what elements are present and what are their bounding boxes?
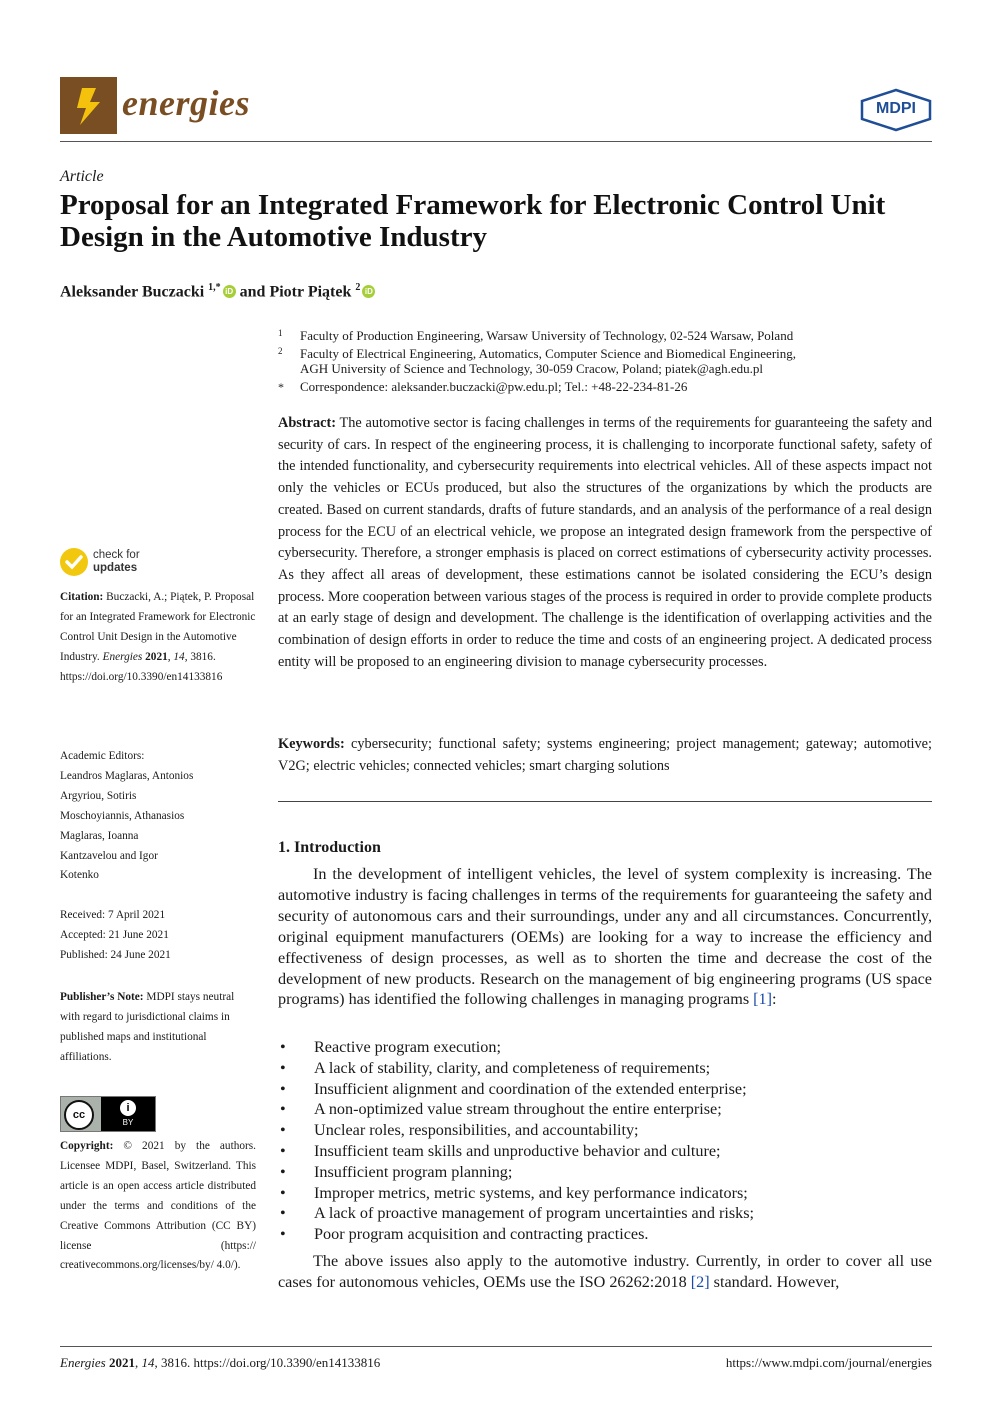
lightning-icon: [60, 77, 117, 134]
paragraph-text: In the development of intelligent vehicles, the level of system complexity is increasing. The automotive industry is facing challenges in terms of the requirements for guaranteeing the safety and security of autonomous cars and their surroundings, under any and all circumstances. Concurrently, original equipment manufacturers (OEMs) are looking for a way to increase the efficiency and effectiveness of design processes, as well as to shorten the time and decrease the cost of the development of new products. Research on the management of big engineering programs (US space programs) has identified the following challenges in managing programs: [278, 865, 932, 1009]
bullet-icon: •: [280, 1058, 286, 1077]
author-name[interactable]: Aleksander Buczacki: [60, 283, 205, 301]
cc-by-license-badge[interactable]: [60, 1096, 156, 1132]
list-item: [278, 1120, 932, 1141]
list-item-text: A lack of stability, clarity, and completeness of requirements;: [314, 1058, 711, 1077]
bullet-icon: •: [280, 1121, 286, 1140]
received-date: Received: 7 April 2021: [60, 909, 166, 921]
list-item: [278, 1141, 932, 1162]
orcid-icon[interactable]: iD: [362, 285, 375, 298]
list-item-text: Insufficient program planning;: [314, 1162, 513, 1181]
footer-doi[interactable]: , 3816. https://doi.org/10.3390/en14133816: [154, 1355, 381, 1370]
list-item: [278, 1037, 932, 1058]
affiliation-number: 2: [278, 346, 283, 356]
published-date: Published: 24 June 2021: [60, 948, 171, 961]
bullet-icon: •: [280, 1141, 286, 1160]
affiliation-text: Faculty of Production Engineering, Warsaw University of Technology, 02-524 Warsaw, Poland: [300, 328, 794, 343]
mdpi-logo[interactable]: [860, 88, 932, 132]
check-updates-label: [93, 549, 140, 575]
list-item-text: Unclear roles, responsibilities, and accountability;: [314, 1121, 639, 1140]
section-heading: 1. Introduction: [278, 839, 381, 856]
author-list: [60, 282, 375, 301]
footer-divider: [60, 1346, 932, 1347]
list-item-text: Poor program acquisition and contracting practices.: [314, 1225, 649, 1244]
copyright-text: © 2021 by the authors. Licensee MDPI, Basel, Switzerland. This article is an open access article distributed under the terms and conditions of the Creative Commons Attribution (CC BY) license (https:// creativecommons.org/licenses/by/ 4.0/).: [60, 1140, 256, 1272]
footer-year: 2021: [108, 1355, 135, 1370]
citation-block: Citation: Buczacki, A.; Piątek, P. Proposal for an Integrated Framework for Electronic Control Unit Design in the Automotive Industry. Energies 2021, 14, 3816. https://doi.org/10.3390/en14133816: [60, 591, 256, 683]
list-item-text: Improper metrics, metric systems, and key performance indicators;: [314, 1183, 748, 1202]
creative-commons-icon: cc: [64, 1100, 94, 1130]
abstract-label: Abstract:: [278, 415, 336, 431]
citation-journal: Energies: [102, 650, 143, 663]
intro-paragraph-1: [278, 864, 932, 1010]
academic-editors: [60, 747, 195, 886]
list-item: [278, 1162, 932, 1183]
copyright-label: Copyright:: [60, 1140, 114, 1152]
orcid-icon[interactable]: iD: [223, 285, 236, 298]
article-type: Article: [60, 168, 104, 185]
abstract-divider: [278, 801, 932, 802]
check-updates-line1: check for: [93, 549, 140, 561]
person-icon: i: [120, 1100, 136, 1116]
dates-block: [60, 906, 258, 966]
abstract-text: The automotive sector is facing challenges in terms of the requirements for guaranteeing the safety and security of cars. In respect of the engineering process, it is challenging to incorporate functional safety, safety of the intended functionality, and cybersecurity requirements into electrical vehicles. All of these aspects impact not only the vehicles or ECUs produced, but also the structures of the organizations by which the products are created. Based on current standards, drafts of future standards, and an analysis of the performance of a real design process for the ECU of an electrical vehicle, we propose an integrated design framework from the perspective of cybersecurity. Therefore, a stronger emphasis is placed on correct estimations of cybersecurity activity processes. As they affect all areas of development, these estimations cannot be isolated considering the ECU’s design process. More cooperation between various stages of the process is required in order to provide complete products at an early stage of design and development. The challenge is the identification of overlapping activities and the combination of design efforts in order to reduce the time and costs of an engineering project. A dedicated process entity will be proposed to an engineering division to manage cybersecurity processes.: [278, 415, 932, 670]
challenge-list: [278, 1037, 932, 1245]
accepted-date: Accepted: 21 June 2021: [60, 928, 169, 941]
author-name[interactable]: Piotr Piątek: [269, 283, 352, 301]
citation-label: Citation:: [60, 591, 104, 603]
intro-paragraph-2: [278, 1251, 932, 1293]
list-item: [278, 1058, 932, 1079]
affiliation-2-cont: [278, 360, 763, 378]
bullet-icon: •: [280, 1079, 286, 1098]
editors-list: Leandros Maglaras, Antonios Argyriou, Sotiris Moschoyiannis, Athanasios Maglaras, Ioanna Kantzavelou and Igor Kotenko: [60, 769, 194, 882]
bullet-icon: •: [280, 1038, 286, 1056]
paragraph-text: The above issues also apply to the automotive industry. Currently, in order to cover all use cases for autonomous vehicles, OEMs use the ISO 26262:2018: [278, 1252, 932, 1291]
header-divider: [60, 141, 932, 142]
citation-link[interactable]: [2]: [690, 1272, 710, 1291]
editors-label: Academic Editors:: [60, 750, 145, 762]
affiliation-text: Faculty of Electrical Engineering, Automatics, Computer Science and Biomedical Engineering,: [300, 346, 797, 361]
list-item: [278, 1099, 932, 1120]
affiliation-text: AGH University of Science and Technology, 30-059 Cracow, Poland; piatek@agh.edu.pl: [300, 361, 763, 376]
citation-year: 2021: [145, 650, 168, 663]
abstract: [278, 413, 932, 673]
publisher-note-text: MDPI stays neutral with regard to jurisdictional claims in published maps and institutional affiliations.: [60, 991, 235, 1063]
list-item: [278, 1183, 932, 1204]
author-conjunction: and: [239, 283, 266, 301]
citation-link[interactable]: [1]: [753, 990, 773, 1009]
footer-journal: Energies: [60, 1355, 106, 1370]
bullet-icon: •: [280, 1204, 286, 1223]
copyright-block: [60, 1137, 256, 1276]
correspondence-mark: *: [278, 380, 284, 394]
publisher-note-label: Publisher’s Note:: [60, 991, 144, 1003]
journal-logo: [60, 77, 117, 134]
keywords: [278, 734, 932, 777]
list-item: [278, 1203, 932, 1224]
author-affiliation-mark: 1,*: [208, 282, 221, 293]
list-item-text: Insufficient alignment and coordination of the extended enterprise;: [314, 1079, 747, 1098]
publisher-note: [60, 988, 256, 1068]
citation-volume: 14: [173, 650, 185, 663]
paragraph-text: standard. However,: [709, 1272, 840, 1291]
bullet-icon: •: [280, 1162, 286, 1181]
by-label: BY: [122, 1118, 134, 1127]
footer-citation: Energies 2021, 14, 3816. https://doi.org/10.3390/en14133816: [60, 1355, 381, 1370]
list-item-text: Reactive program execution;: [314, 1038, 501, 1056]
bullet-icon: •: [280, 1183, 286, 1202]
citation-text: Buczacki, A.; Piątek, P. Proposal for an Integrated Framework for Electronic Control Unit Design in the Automotive Industry.: [60, 591, 256, 663]
footer-journal-url[interactable]: https://www.mdpi.com/journal/energies: [725, 1355, 932, 1370]
list-item: [278, 1079, 932, 1100]
list-item: [278, 1224, 932, 1245]
attribution-icon: [101, 1097, 155, 1131]
bullet-icon: •: [280, 1100, 286, 1119]
correspondence-text: Correspondence: aleksander.buczacki@pw.edu.pl; Tel.: +48-22-234-81-26: [300, 379, 688, 394]
keywords-label: Keywords:: [278, 736, 345, 752]
journal-name: energies: [122, 83, 250, 123]
bullet-icon: •: [280, 1225, 286, 1244]
affiliation-number: 1: [278, 328, 283, 338]
footer-volume: 14: [141, 1355, 155, 1370]
check-updates-line2: updates: [93, 562, 138, 574]
list-item-text: A lack of proactive management of program uncertainties and risks;: [314, 1204, 755, 1223]
author-affiliation-mark: 2: [355, 282, 361, 293]
check-icon: [60, 548, 88, 576]
mdpi-logo-text: MDPI: [876, 100, 916, 117]
citation-doi[interactable]: , 3816. https://doi.org/10.3390/en14133816: [60, 650, 223, 683]
check-for-updates-badge[interactable]: [60, 546, 152, 580]
list-item-text: Insufficient team skills and unproductive behavior and culture;: [314, 1141, 721, 1160]
page-title: Proposal for an Integrated Framework for Electronic Control Unit Design in the Automotive Industry: [60, 189, 886, 253]
list-item-text: A non-optimized value stream throughout the entire enterprise;: [314, 1100, 722, 1119]
paragraph-text: :: [772, 990, 777, 1009]
keywords-text: cybersecurity; functional safety; systems engineering; project management; gateway; automotive; V2G; electric vehicles; connected vehicles; smart charging solutions: [278, 736, 933, 774]
correspondence: [278, 378, 687, 396]
